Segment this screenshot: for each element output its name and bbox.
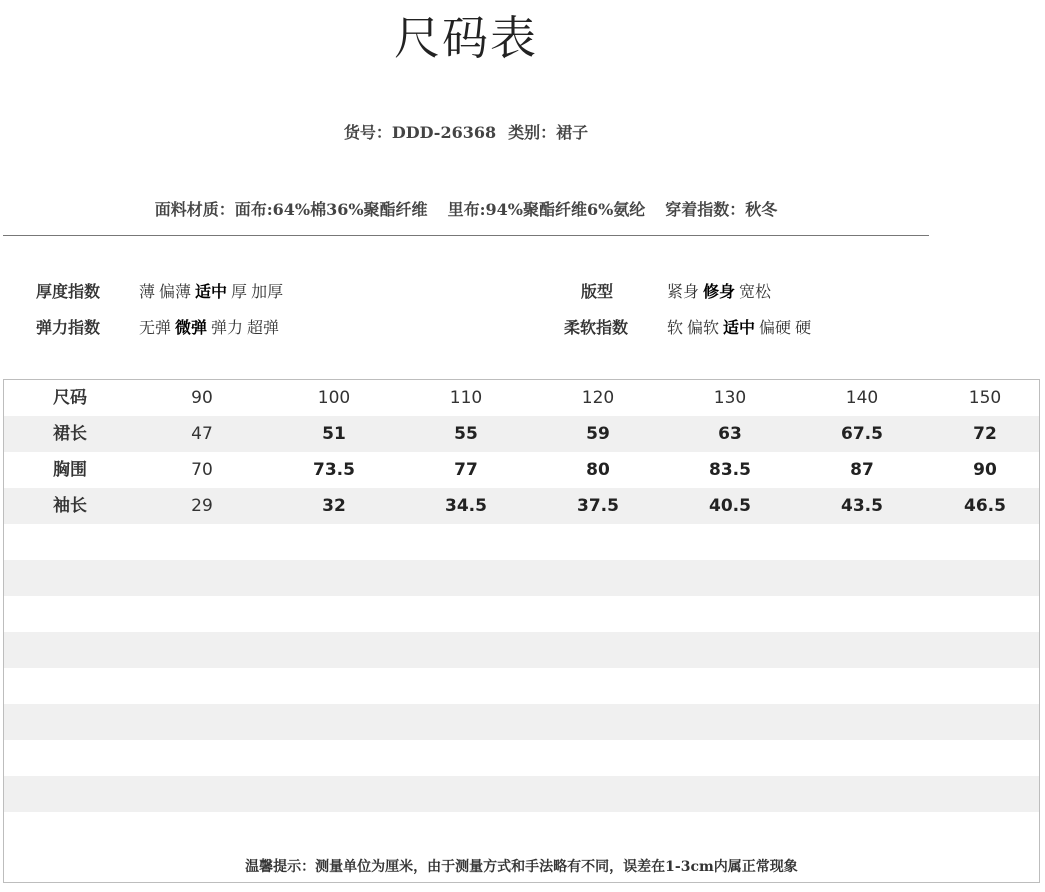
table-row	[4, 488, 1039, 524]
table-cell: 130	[713, 388, 747, 408]
row-label: 袖长	[53, 496, 87, 516]
table-cell: 67.5	[841, 424, 883, 444]
table-cell: 77	[454, 460, 478, 480]
thickness-options	[139, 279, 287, 302]
table-row	[4, 452, 1039, 488]
fit-option: 宽松	[739, 282, 772, 301]
table-row	[4, 380, 1039, 416]
row-label: 尺码	[53, 388, 87, 408]
table-cell: 47	[191, 424, 213, 444]
thickness-option: 加厚	[251, 282, 284, 301]
table-cell: 110	[449, 388, 483, 408]
table-cell: 34.5	[445, 496, 487, 516]
table-cell: 37.5	[577, 496, 619, 516]
table-cell: 140	[845, 388, 879, 408]
softness-option: 软	[667, 318, 684, 337]
elasticity-label: 弹力指数	[36, 318, 101, 337]
size-table	[3, 379, 1040, 883]
table-cell: 90	[191, 388, 213, 408]
fabric-composition: 面料材质：面布:64%棉36%聚酯纤维	[154, 200, 428, 219]
table-cell: 43.5	[841, 496, 883, 516]
table-cell: 120	[581, 388, 615, 408]
table-row	[4, 596, 1039, 632]
softness-options	[667, 315, 815, 338]
thickness-option: 适中	[195, 282, 228, 301]
row-label: 裙长	[53, 424, 87, 444]
material-info	[0, 197, 932, 220]
elasticity-option: 弹力	[211, 318, 244, 337]
table-row	[4, 812, 1039, 848]
table-row	[4, 704, 1039, 740]
table-row	[4, 632, 1039, 668]
size-table-rows	[4, 380, 1039, 848]
elasticity-option: 超弹	[247, 318, 280, 337]
page-title: 尺码表	[394, 11, 538, 65]
elasticity-option: 无弹	[139, 318, 172, 337]
thickness-option: 薄	[139, 282, 156, 301]
table-cell: 73.5	[313, 460, 355, 480]
table-cell: 55	[454, 424, 478, 444]
table-cell: 80	[586, 460, 610, 480]
season-index: 穿着指数：秋冬	[665, 200, 778, 219]
row-label: 胸围	[53, 460, 87, 480]
table-row	[4, 776, 1039, 812]
table-row	[4, 560, 1039, 596]
table-cell: 40.5	[709, 496, 751, 516]
lining-composition: 里布:94%聚酯纤维6%氨纶	[447, 200, 646, 219]
table-cell: 72	[973, 424, 997, 444]
item-number: 货号：DDD-26368	[343, 123, 497, 142]
table-cell: 70	[191, 460, 213, 480]
table-row	[4, 524, 1039, 560]
elasticity-option: 微弹	[175, 318, 208, 337]
fit-option: 紧身	[667, 282, 700, 301]
table-row	[4, 740, 1039, 776]
fit-label: 版型	[581, 282, 614, 301]
table-cell: 90	[973, 460, 997, 480]
product-info	[0, 120, 932, 143]
table-cell: 32	[322, 496, 346, 516]
fit-options	[667, 279, 775, 302]
measurement-note: 温馨提示：测量单位为厘米，由于测量方式和手法略有不同，误差在1-3cm内属正常现象	[245, 859, 798, 875]
table-cell: 87	[850, 460, 874, 480]
fit-option: 修身	[703, 282, 736, 301]
table-cell: 100	[317, 388, 351, 408]
table-cell: 63	[718, 424, 742, 444]
table-cell: 29	[191, 496, 213, 516]
softness-option: 适中	[723, 318, 756, 337]
table-cell: 51	[322, 424, 346, 444]
table-row	[4, 416, 1039, 452]
category: 类别：裙子	[508, 123, 589, 142]
thickness-option: 厚	[231, 282, 248, 301]
divider	[3, 235, 929, 236]
table-cell: 83.5	[709, 460, 751, 480]
softness-option: 偏硬	[759, 318, 792, 337]
softness-option: 偏软	[687, 318, 720, 337]
softness-label: 柔软指数	[564, 318, 629, 337]
thickness-label: 厚度指数	[36, 282, 101, 301]
table-cell: 46.5	[964, 496, 1006, 516]
table-cell: 150	[968, 388, 1002, 408]
softness-option: 硬	[795, 318, 812, 337]
elasticity-options	[139, 315, 283, 338]
table-cell: 59	[586, 424, 610, 444]
table-row	[4, 668, 1039, 704]
thickness-option: 偏薄	[159, 282, 192, 301]
